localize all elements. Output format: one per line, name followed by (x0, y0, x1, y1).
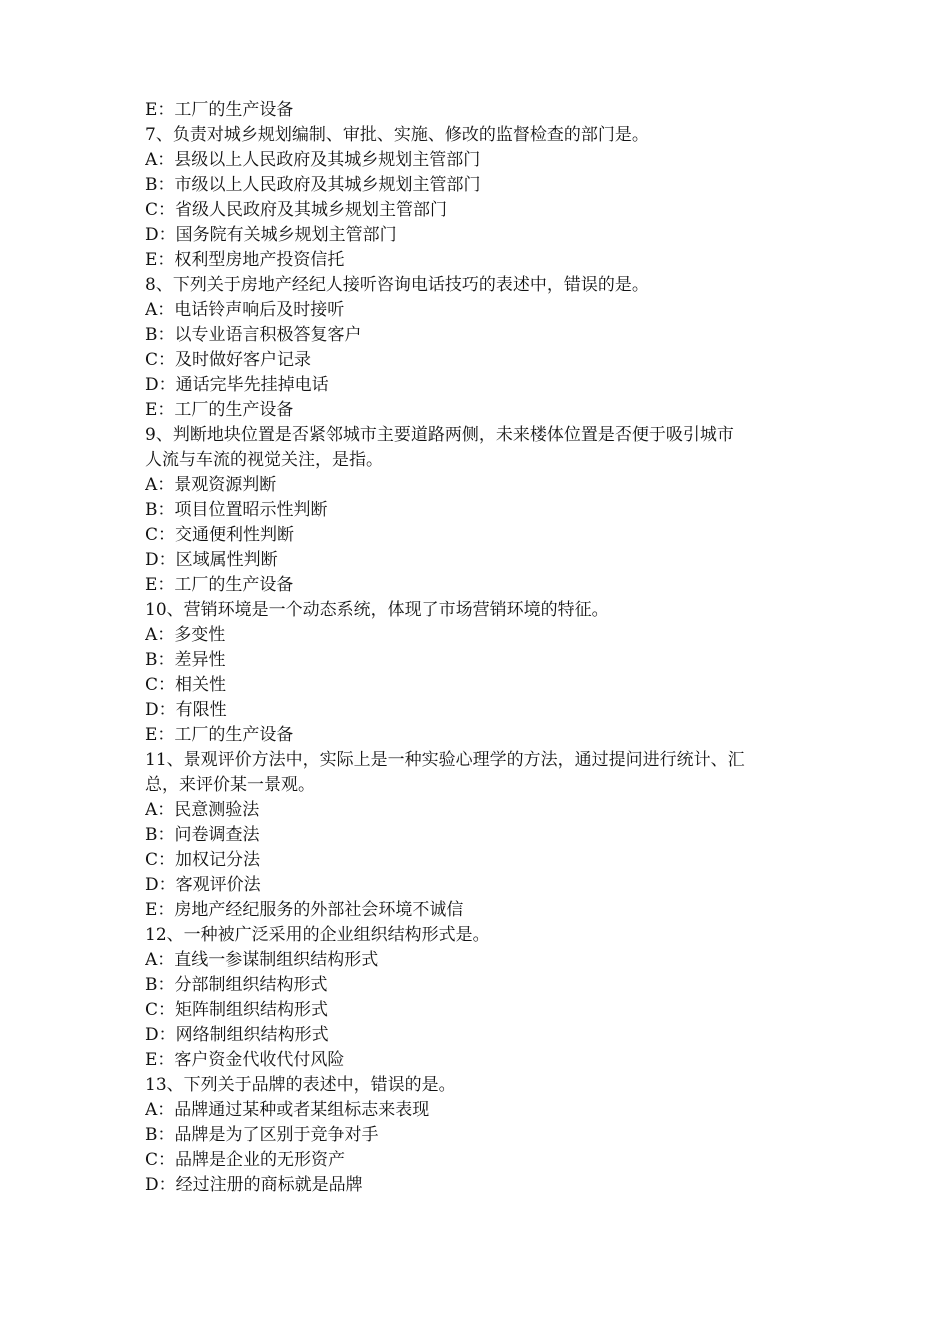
option-line: B：分部制组织结构形式 (145, 975, 328, 995)
option-line: C：矩阵制组织结构形式 (145, 1000, 329, 1020)
question-line: 9、判断地块位置是否紧邻城市主要道路两侧，未来楼体位置是否便于吸引城市 (145, 425, 734, 445)
option-line: D：客观评价法 (145, 875, 261, 895)
option-line: A：电话铃声响后及时接听 (145, 300, 345, 320)
option-line: B：以专业语言积极答复客户 (145, 325, 362, 345)
question-line: 13、下列关于品牌的表述中，错误的是。 (145, 1075, 456, 1095)
option-line: E：工厂的生产设备 (145, 725, 294, 745)
option-line: A：民意测验法 (145, 800, 260, 820)
option-line: C：交通便利性判断 (145, 525, 295, 545)
option-line: A：景观资源判断 (145, 475, 277, 495)
question-line: 10、营销环境是一个动态系统，体现了市场营销环境的特征。 (145, 600, 609, 620)
option-line: A：县级以上人民政府及其城乡规划主管部门 (145, 150, 481, 170)
option-line: B：项目位置昭示性判断 (145, 500, 328, 520)
option-line: B：市级以上人民政府及其城乡规划主管部门 (145, 175, 481, 195)
question-line: 8、下列关于房地产经纪人接听咨询电话技巧的表述中，错误的是。 (145, 275, 649, 295)
option-line: B：差异性 (145, 650, 226, 670)
option-line: D：有限性 (145, 700, 227, 720)
option-line: D：国务院有关城乡规划主管部门 (145, 225, 397, 245)
option-line: D：经过注册的商标就是品牌 (145, 1175, 363, 1195)
option-line: C：省级人民政府及其城乡规划主管部门 (145, 200, 448, 220)
question-line-continued: 总，来评价某一景观。 (145, 775, 315, 795)
option-line: C：品牌是企业的无形资产 (145, 1150, 346, 1170)
option-line: E：工厂的生产设备 (145, 575, 294, 595)
document-body (145, 98, 820, 1198)
option-line: B：问卷调查法 (145, 825, 260, 845)
question-line: 11、景观评价方法中，实际上是一种实验心理学的方法，通过提问进行统计、汇 (145, 750, 745, 770)
option-line: A：直线一参谋制组织结构形式 (145, 950, 379, 970)
option-line: C：及时做好客户记录 (145, 350, 312, 370)
question-line-continued: 人流与车流的视觉关注，是指。 (145, 450, 383, 470)
question-line: 7、负责对城乡规划编制、审批、实施、修改的监督检查的部门是。 (145, 125, 649, 145)
option-line: E：工厂的生产设备 (145, 100, 294, 120)
option-line: D：通话完毕先挂掉电话 (145, 375, 329, 395)
option-line: E：房地产经纪服务的外部社会环境不诚信 (145, 900, 464, 920)
option-line: C：相关性 (145, 675, 227, 695)
option-line: D：区域属性判断 (145, 550, 278, 570)
option-line: B：品牌是为了区别于竞争对手 (145, 1125, 379, 1145)
option-line: D：网络制组织结构形式 (145, 1025, 329, 1045)
question-line: 12、一种被广泛采用的企业组织结构形式是。 (145, 925, 490, 945)
option-line: E：权利型房地产投资信托 (145, 250, 345, 270)
option-line: A：品牌通过某种或者某组标志来表现 (145, 1100, 430, 1120)
option-line: A：多变性 (145, 625, 226, 645)
option-line: E：工厂的生产设备 (145, 400, 294, 420)
option-line: C：加权记分法 (145, 850, 261, 870)
option-line: E：客户资金代收代付风险 (145, 1050, 345, 1070)
